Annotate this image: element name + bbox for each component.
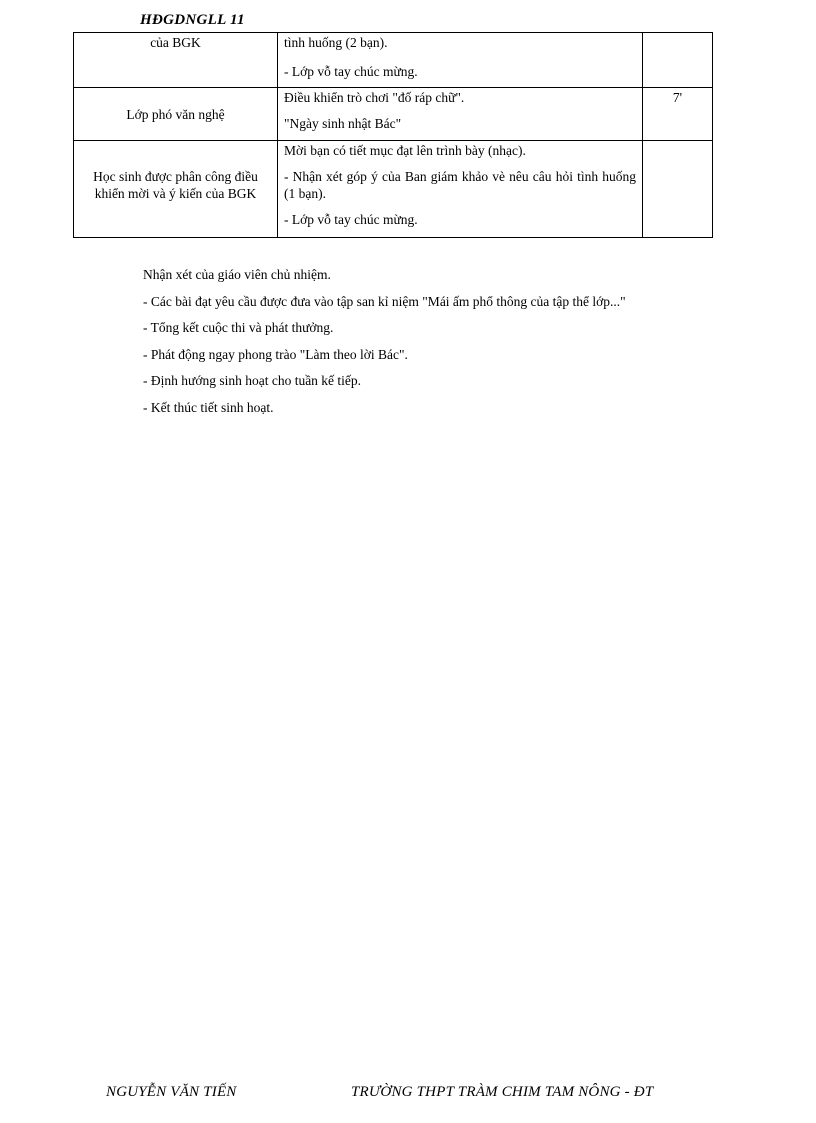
content-cell [278, 141, 643, 238]
time-cell: 7' [643, 88, 713, 141]
content-line: Mời bạn có tiết mục đạt lên trình bày (nhạc). [284, 143, 526, 158]
content-cell [278, 33, 643, 88]
note-line: - Phát động ngay phong trào "Làm theo lời Bác". [143, 346, 408, 362]
role-text: Lớp phó văn nghệ [126, 106, 225, 122]
footer-author: NGUYỄN VĂN TIẾN [106, 1084, 237, 1100]
footer-school: TRƯỜNG THPT TRÀM CHIM TAM NÔNG - ĐT [351, 1084, 654, 1100]
table-row [74, 141, 713, 238]
note-line: - Định hướng sinh hoạt cho tuần kế tiếp. [143, 373, 362, 389]
notes-list [143, 266, 626, 426]
role-text: Học sinh được phân công điều khiển mời và ý kiến của BGK [93, 169, 258, 201]
content-line: - Nhận xét góp ý của Ban giám khảo vè nêu câu hỏi tình huống (1 bạn). [284, 169, 636, 201]
content-line: tình huống (2 bạn). [284, 35, 388, 50]
content-line: - Lớp vỗ tay chúc mừng. [284, 64, 418, 79]
content-cell [278, 88, 643, 141]
note-line: - Các bài đạt yêu cầu được đưa vào tập san kỉ niệm "Mái ấm phổ thông của tập thể lớp..." [143, 293, 626, 309]
role-cell [74, 88, 278, 141]
role-cell [74, 33, 278, 88]
table-row [74, 88, 713, 141]
role-text: của BGK [150, 35, 201, 50]
note-line: - Kết thúc tiết sinh hoạt. [143, 399, 274, 415]
note-line: - Tổng kết cuộc thi và phát thưởng. [143, 320, 334, 336]
time-cell [643, 141, 713, 238]
role-cell [74, 141, 278, 238]
content-line: "Ngày sinh nhật Bác" [284, 116, 402, 131]
content-line: - Lớp vỗ tay chúc mừng. [284, 212, 418, 227]
note-line: Nhận xét của giáo viên chủ nhiệm. [143, 267, 331, 282]
content-line: Điều khiển trò chơi "đố ráp chữ". [284, 90, 465, 105]
activity-table [73, 32, 713, 238]
page-header-title: HĐGDNGLL 11 [140, 12, 245, 28]
table-row [74, 33, 713, 88]
time-cell [643, 33, 713, 88]
